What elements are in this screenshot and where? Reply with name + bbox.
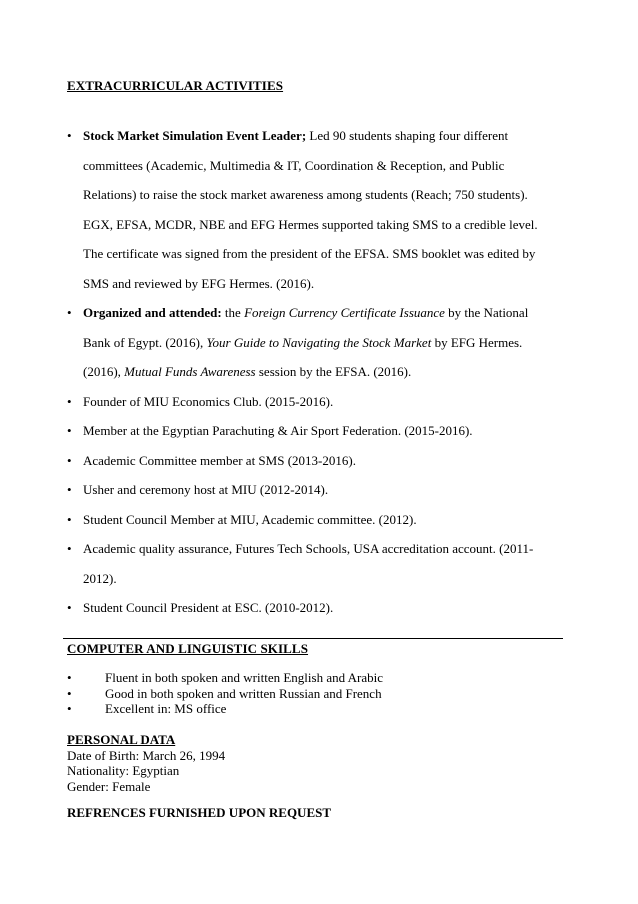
activity-item [67, 475, 557, 505]
activity-text: session by the EFSA. (2016). [255, 364, 412, 379]
section-divider [63, 638, 563, 639]
activity-text: Led 90 students shaping four different committees (Academic, Multimedia & IT, Coordination & Reception, and Public Relations) to raise the stock market awareness among students (Reach; 750 students). EGX, EFSA, MCDR, NBE and EFG Hermes supported taking SMS to a credible level. The certificate was signed from the president of the EFSA. SMS booklet was edited by SMS and reviewed by EFG Hermes. (2016). [83, 128, 538, 291]
event-name: Foreign Currency Certificate Issuance [244, 305, 445, 320]
activity-item [67, 121, 557, 298]
personal-data-section [67, 732, 225, 794]
skill-item [67, 686, 383, 702]
nationality: Nationality: Egyptian [67, 763, 180, 778]
bullet-icon: • [67, 541, 72, 556]
bullet-icon: • [67, 305, 72, 320]
activity-item [67, 505, 557, 535]
bullet-icon: • [67, 128, 72, 143]
extracurricular-heading: EXTRACURRICULAR ACTIVITIES [67, 78, 284, 93]
event-name: Your Guide to Navigating the Stock Market [206, 334, 432, 350]
extracurricular-list [67, 121, 557, 623]
skill-item [67, 670, 383, 686]
activity-item [67, 593, 557, 623]
bullet-icon: • [67, 393, 72, 409]
skills-heading: COMPUTER AND LINGUISTIC SKILLS [67, 641, 309, 656]
skill-text: Good in both spoken and written Russian and French [105, 685, 382, 701]
bullet-icon: • [67, 701, 72, 716]
activity-text: by the National Bank of Egypt. (2016), [83, 305, 529, 350]
skill-text: Fluent in both spoken and written English and Arabic [105, 670, 384, 685]
activity-item [67, 446, 557, 476]
skills-list [67, 670, 383, 717]
activity-title: Organized and attended: [83, 305, 222, 320]
gender: Gender: Female [67, 778, 151, 794]
bullet-icon: • [67, 511, 72, 527]
event-name: Mutual Funds Awareness [124, 364, 256, 379]
activity-text: Student Council Member at MIU, Academic committee. (2012). [83, 511, 417, 527]
activity-item [67, 534, 557, 593]
activity-title: Stock Market Simulation Event Leader; [83, 128, 307, 143]
bullet-icon: • [67, 452, 72, 468]
bullet-icon: • [67, 600, 72, 615]
activity-item [67, 298, 557, 387]
activity-text: by EFG Hermes. (2016), [83, 334, 523, 379]
activity-text: Academic Committee member at SMS (2013-2016). [83, 452, 356, 468]
personal-data-heading: PERSONAL DATA [67, 732, 176, 747]
activity-text: Usher and ceremony host at MIU (2012-2014). [83, 482, 329, 497]
date-of-birth: Date of Birth: March 26, 1994 [67, 747, 226, 763]
activity-item [67, 416, 557, 446]
activity-text: Member at the Egyptian Parachuting & Air Sport Federation. (2015-2016). [83, 423, 473, 438]
bullet-icon: • [67, 670, 72, 685]
activity-text: Founder of MIU Economics Club. (2015-2016). [83, 393, 334, 409]
bullet-icon: • [67, 423, 72, 438]
activity-item [67, 387, 557, 417]
activity-text: Academic quality assurance, Futures Tech Schools, USA accreditation account. (2011-2012). [83, 541, 534, 586]
bullet-icon: • [67, 482, 72, 497]
skill-item [67, 701, 383, 717]
activity-text: the [221, 305, 245, 320]
references-note: REFRENCES FURNISHED UPON REQUEST [67, 805, 332, 820]
activity-text: Student Council President at ESC. (2010-2012). [83, 600, 334, 615]
skill-text: Excellent in: MS office [105, 701, 227, 716]
bullet-icon: • [67, 685, 72, 701]
